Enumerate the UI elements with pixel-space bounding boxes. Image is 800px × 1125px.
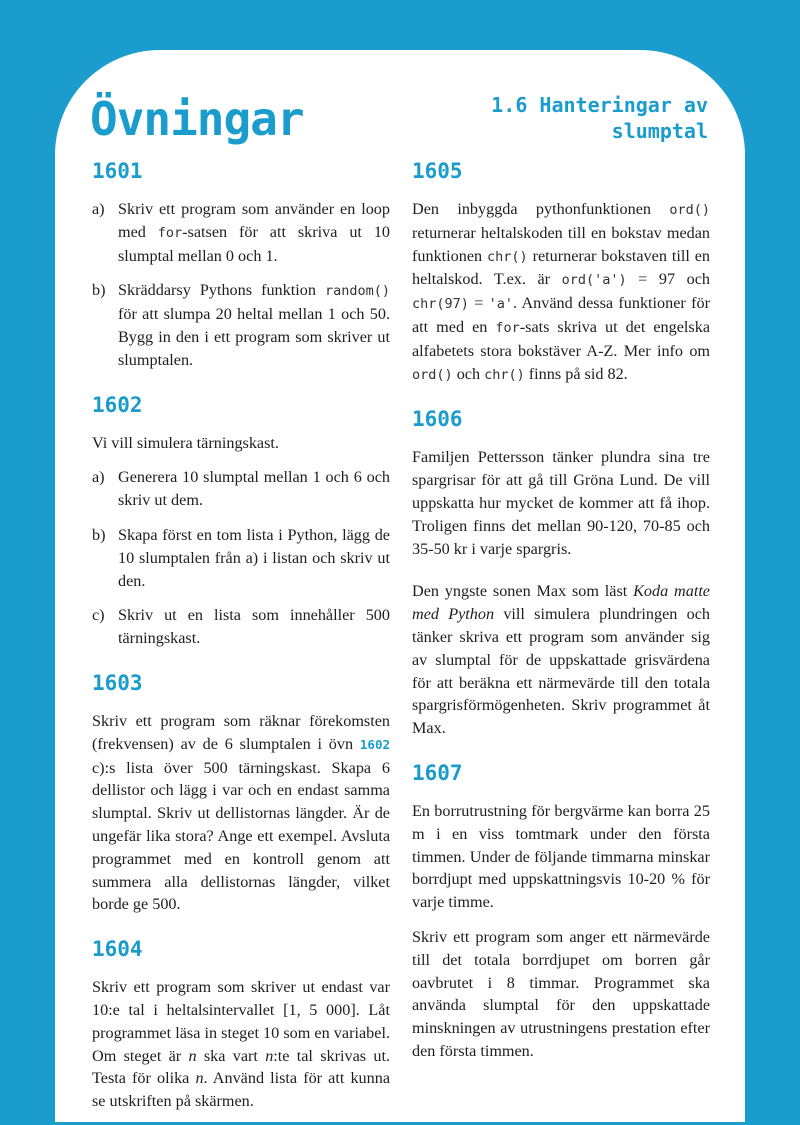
exercise-1602-intro: Vi vill simulera tärningskast. xyxy=(92,433,279,452)
code-random: random() xyxy=(324,283,390,300)
right-column xyxy=(412,158,710,1075)
exercise-number-1604: 1604 xyxy=(92,937,143,962)
exercise-number-1601: 1601 xyxy=(92,159,143,183)
exercise-number-1602: 1602 xyxy=(92,392,143,417)
exercise-1606-paragraph-1: Familjen Pettersson tänker plundra sina tre spargrisar för att gå till Gröna Lund. De vill uppskatta hur mycket de kommer att få ihop. Troligen finns det mellan 90-120, 70-85 och 35-50 kr i varje spargris. xyxy=(412,448,710,558)
exercise-1605-text: Den inbyggda pythonfunktionen ord() returnerar heltalskoden till en bokstav medan funktionen chr() returnerar bokstaven till en heltalskod. T.ex. är ord('a') = 97 och chr(97) = 'a'. Använd dessa funktioner för att med en for-sats skriva ut det engelska alfabetets stora bokstäver A-Z. Mer info om ord() och chr() finns på sid 82. xyxy=(412,200,711,383)
exercise-1607-paragraph-1: En borrutrustning för bergvärme kan borra 25 m i en viss tomtmark under den första timmen. Under de följande timmarna minskar borrdjupt med uppskattningsvis 10-20 % för varje timme. xyxy=(412,801,710,912)
item-text: Skriv ut en lista som innehåller 500 tärningskast. xyxy=(118,606,390,648)
exercise-1606-paragraph-2: Den yngste sonen Max som läst Koda matte med Python vill simulera plundringen och tänker skriva ett program som använder sig av slumptal för de uppskattade grisvärdena för att beräkna ett närmevärde till den totala spargrisförmögenheten. Skriv programmet åt Max. xyxy=(412,582,710,738)
item-text: Skapa först en tom lista i Python, lägg de 10 slumptalen från a) i listan och skriv ut den. xyxy=(118,525,390,590)
item-text: Skriv ett program som använder en loop med for-satsen för att skriva ut 10 slumptal mellan 0 och 1. xyxy=(118,200,391,265)
left-column xyxy=(92,158,390,1125)
exercise-number-1603: 1603 xyxy=(92,670,143,695)
section-title: 1.6 Hanteringar av slumptal xyxy=(491,93,708,143)
item-label: c) xyxy=(92,606,105,625)
exercise-reference: 1602 xyxy=(359,736,390,752)
exercise-1604-text: Skriv ett program som skriver ut endast var 10:e tal i heltalsintervallet [1, 5 000]. Låt programmet läsa in steget 10 som en variabel. Om steget är n ska vart n:te tal skrivas ut. Testa för olika n. Använd lista för att kunna se utskriften på skärmen. xyxy=(92,978,390,1111)
exercise-1602-c xyxy=(92,604,390,650)
exercise-number-1607: 1607 xyxy=(412,760,463,785)
exercise-1602-a xyxy=(92,466,390,512)
exercise-number-1606: 1606 xyxy=(412,407,463,432)
exercise-1603-text: Skriv ett program som räknar förekomsten (frekvensen) av de 6 slumptalen i övn 1602 c):s lista över 500 tärningskast. Skapa 6 dellistor och lägg i var och en endast samma slumptal. Skriv ut dellistornas längder. Är de ungefär lika stora? Ange ett exempel. Avsluta programmet med en kontroll genom att summera alla dellistornas längder, vilket borde ge 500. xyxy=(92,711,390,914)
exercise-1607-paragraph-2: Skriv ett program som anger ett närmevärde till det totala borrdjupet om borren går oavbrutet i 8 timmar. Programmet ska använda slumptal för den uppskattade minskningen av utrustningens prestation efter den första timmen. xyxy=(412,927,710,1060)
code-for: for xyxy=(157,224,183,241)
item-label: a) xyxy=(92,468,105,487)
exercise-1602-b xyxy=(92,524,390,592)
item-text: Generera 10 slumptal mellan 1 och 6 och skriv ut dem. xyxy=(118,468,390,510)
item-label: b) xyxy=(92,281,106,300)
exercise-1601-b xyxy=(92,279,390,371)
exercise-1601-a xyxy=(92,198,390,267)
book-title: Koda matte med Python xyxy=(412,582,710,624)
exercise-number-1605: 1605 xyxy=(412,159,463,183)
item-label: a) xyxy=(92,200,105,218)
item-label: b) xyxy=(92,525,106,544)
item-text: Skräddarsy Pythons funktion random() för att slumpa 20 heltal mellan 1 och 50. Bygg in den i ett program som skriver ut slumptalen. xyxy=(118,281,390,369)
page-title: Övningar xyxy=(90,92,304,146)
